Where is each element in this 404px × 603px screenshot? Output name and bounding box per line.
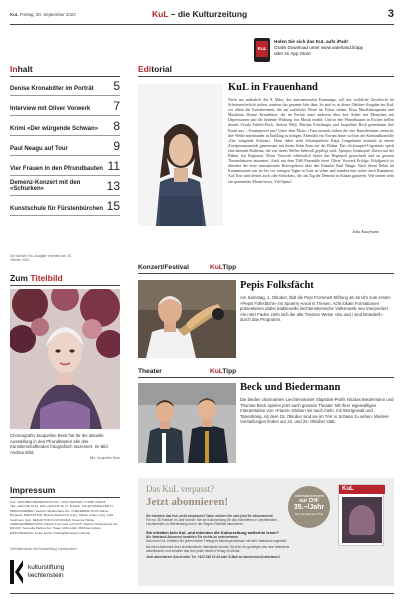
subscription-contact[interactable]: Jetzt abonnieren! Anruf unter Tel. +423 236 16 44 oder E-Mail an aboservice@vaterland.li	[146, 555, 280, 560]
header-date: KuL Freitag, 30. September 2022	[10, 12, 76, 17]
theater-photo	[138, 383, 236, 463]
toc-item[interactable]: Demenz-Konzert mit den «Schurken» 13	[10, 178, 120, 196]
next-issue-note: Die nächste KuL-Ausgabe erscheint am 28. Oktober 2022	[10, 254, 72, 263]
toc-item[interactable]: Kunstschule für Fürstenbürchen 15	[10, 198, 120, 216]
subscription-text2-head: Sie erhalten kein KuL und möchten die Kulturzeitung weiterhin lesen?	[146, 529, 280, 535]
kulturstiftung-logo: kulturstiftung liechtenstein	[10, 560, 120, 584]
toc-item[interactable]: Vier Frauen in den Pfrundbauten 11	[10, 158, 120, 176]
konzert-label: Konzert/Festival	[138, 264, 189, 271]
cover-credit: Bild: Jacqueline Beck	[89, 456, 120, 460]
editorial-signature: Julia Kaufmann	[352, 229, 379, 234]
header-brand: KuL	[10, 12, 19, 17]
cover-caption: Choreografin Jacqueline Beck hat für die aktuelle Ausstellung in den Pfrundbauten alle drei Künstlerschaffenden fotografisch inszeniert. Im Bild Andrea Wild.	[10, 433, 108, 455]
subscription-text1-head: Sie möchten das KuL nicht verpassen? Dann sichern Sie sich jetzt Ihr Abonnement!	[146, 514, 273, 518]
editorial-heading: Editorial	[138, 64, 394, 77]
konzert-title: Pepis Folksfächt	[240, 280, 314, 291]
subscription-box	[138, 478, 394, 586]
impressum-heading: Impressum	[10, 485, 56, 495]
app-promo-headline: Holen Sie sich das KuL aufs iPad!	[274, 39, 348, 44]
theater-header	[138, 368, 394, 378]
subscription-cta[interactable]: Jetzt abonnieren!	[146, 496, 228, 508]
app-promo-link[interactable]: Gratis Download unter www.vaterland.li/app	[274, 45, 364, 50]
subscription-text2-sub: Als Vaterland-Abonnent bezahlen Sie nichts zu unternehmen.	[146, 534, 239, 539]
subscription-text1: Für nur 35 Franken im Jahr können Sie die Kulturzeitung für das Kulturleben in Liechtenstein, Liechtenstein, in Werdenberg und in der Region Rheintal abonnieren.	[146, 518, 278, 527]
toc-item[interactable]: Denise Kronabitter im Porträt 5	[10, 78, 120, 96]
toc-item[interactable]: Paul Neagu auf Tour 9	[10, 138, 120, 156]
page-number: 3	[387, 8, 394, 20]
konzert-photo	[138, 280, 236, 358]
header-title: KuL – die Kulturzeitung	[152, 9, 248, 19]
editorial-title: KuL in Frauenhand	[228, 82, 318, 93]
theater-label: Theater	[138, 368, 162, 375]
price-badge: Jahresabonnement nur CHF 35.–/Jahr bei Versand per Post	[288, 486, 330, 528]
page-header	[10, 9, 394, 23]
editorial-author-photo	[138, 84, 223, 226]
subscription-text3: Als Nicht-Abonnent des Liechtensteiner Vaterlands können Sie jetzt ein günstiges Abo des Vaterlands abschliessen und erhalten das KuL jeden letzten Freitag im Monat.	[146, 545, 290, 554]
impressum-body: KuL: VADUZER MEDIENHAUS AG, LOVA-CENTER, LI-9490 VADUZ, TEL.+423 236 16 16, FAX +423 236 16 17, E-MAIL: KUL@VATERLAND.LI. HERAUSGEBER: Vaduzer Medienhaus AG. CHEFREDAKTION: Daniel Bargetze. REDAKTION: Bettina Stahl-Frick (Ltg.), Miriam Kaiser (mk), Julia Kaufmann (juk). REDAKTION KULTURAMA: Susanne Hanke. ANZEIGENBERATUNG: Patrick Frommelt. LAYOUT: Vaduzer Medienhaus AG. DRUCK: Somedia Partner AG, Haag. AUFLAGE: 4500 Exemplare. ERSCHEINUNG: Jeden letzten Freitag/Samstag im Monat.	[10, 500, 119, 535]
konzert-tip: KuLTipp	[210, 264, 237, 271]
subscription-text2: Das neue KuL erhalten Sie jeden letzten Freitag im Monat gemeinsam mit dem Vaterland zugestellt.	[146, 538, 287, 543]
app-promo-store: oder im App Store	[274, 51, 311, 56]
theater-title: Beck und Biedermann	[240, 382, 341, 393]
titelbild-heading: Zum Titelbild	[10, 273, 120, 286]
editorial-body: Nicht nur anlässlich des 8. März, des internationalen Frauentags, soll das weibliche Geschlecht im Scheinwerferlicht stehen, sondern das gesamte Jahr über. So sind es in dieser Oktober-Ausgabe des KuL vor allem die Künstlerinnen, die auf natürliche Weise im Fokus stehen. Etwa Musiktherapeutin und Musikerin Denise Kronabitter, die im Porträt unter anderem über ihre Arbeit mit Menschen mit Depressionen und die heilende Wirkung von Musik erzählt. Und in den Pfrundbauten in Eschen stellen derzeit Ursula Federli-Frick, Andrea Wild, Martina Frischinger und Jacqueline Beck gemeinsam ihre Kunst aus – Frauenpower pur! Unter dem Motto «Turn around» haben die vier Künstlerinnen versucht, ihre Werke miteinander in Einklang zu bringen. Ebenfalls ein Novum bietet sich bei der Kriminalkomödie «Der würgende Schwan»: Denn dabei steht Schauspielerin Katja Langenbahn erstmals in einem Zweipersonenstück gemeinsam mit ihrem Sohn Zeno auf der Bühne. Das «Schauspiel-Urgestein» spielt eine alternde Ballerina, die von ihrem Neffen liebevoll gepflegt wird. Apropos Schauspiel: Zuerst auf der Bühne, hat Regisseur Oliver Vorwerk schliesslich hinter das Regiepult gewechselt und an grossen Theaterhäusern inszeniert. Auch mit dem TAK-Ensemble feiert Oliver Vorwerk Erfolge. Erfolgreich ist überdies die erste internationale Retrospektive über den Künstler Paul Neagu. Nach ihrem Debüt im Kunstmuseum war sie bis vor wenigen Tagen in Graz zu sehen und wandert nun weiter nach Rumänien. Auf Tour sind derzeit auch «die Schurken», die am Tag der Demenz in Schaan gastieren. Wie immer steht ein spannender Monat bevor. Viel Spass!	[228, 98, 394, 184]
app-tablet-icon: KuL	[254, 38, 270, 62]
toc-item[interactable]: Krimi «Der würgende Schwan» 8	[10, 118, 120, 136]
cover-image	[10, 289, 120, 429]
sponsor-note: Gefördert durch die Kulturstiftung Liechtenstein	[10, 547, 77, 551]
toc-item[interactable]: Interview mit Oliver Vorwerk 7	[10, 98, 120, 116]
konzert-body: Am Samstag, 1. Oktober, lädt die Pepi Frommelt Stiftung ab 16 Uhr zum ersten «Pepis Folksfächt» ins Spoerry-Areal in Triesen. Acht lokale Formationen präsentieren dabei traditionelle liechtensteinische Volksmusik neu interpretiert. Als roter Faden zieht sich die alte Triesner Weise «Du und i sind Brüederli» durch das Programm.	[240, 295, 391, 323]
header-rule	[10, 24, 394, 25]
theater-tip: KuLTipp	[210, 368, 237, 375]
mini-cover-image: KuL	[338, 484, 384, 546]
theater-body: Die beiden charmanten Liechtensteiner Slapstick-Profis Nicolas Biedermann und Thomas Beck spielen jetzt auch grosses Theater. Mit ihrer eigenwilligen Interpretation von «Faust» streben sie nach mehr, mit Wortgewalt und Tatendrang. Ab dem 15. Oktober sind sie im TAK in Schaan zu sehen. Weitere Vorstellungen finden am 22. und 25. Oktober statt.	[240, 397, 394, 425]
inhalt-heading: Inhalt	[10, 64, 120, 77]
footer-rule	[10, 593, 394, 594]
kulturstiftung-logo-icon	[10, 560, 24, 584]
konzert-header	[138, 264, 394, 274]
subscription-question: Das KuL verpasst?	[146, 484, 215, 494]
